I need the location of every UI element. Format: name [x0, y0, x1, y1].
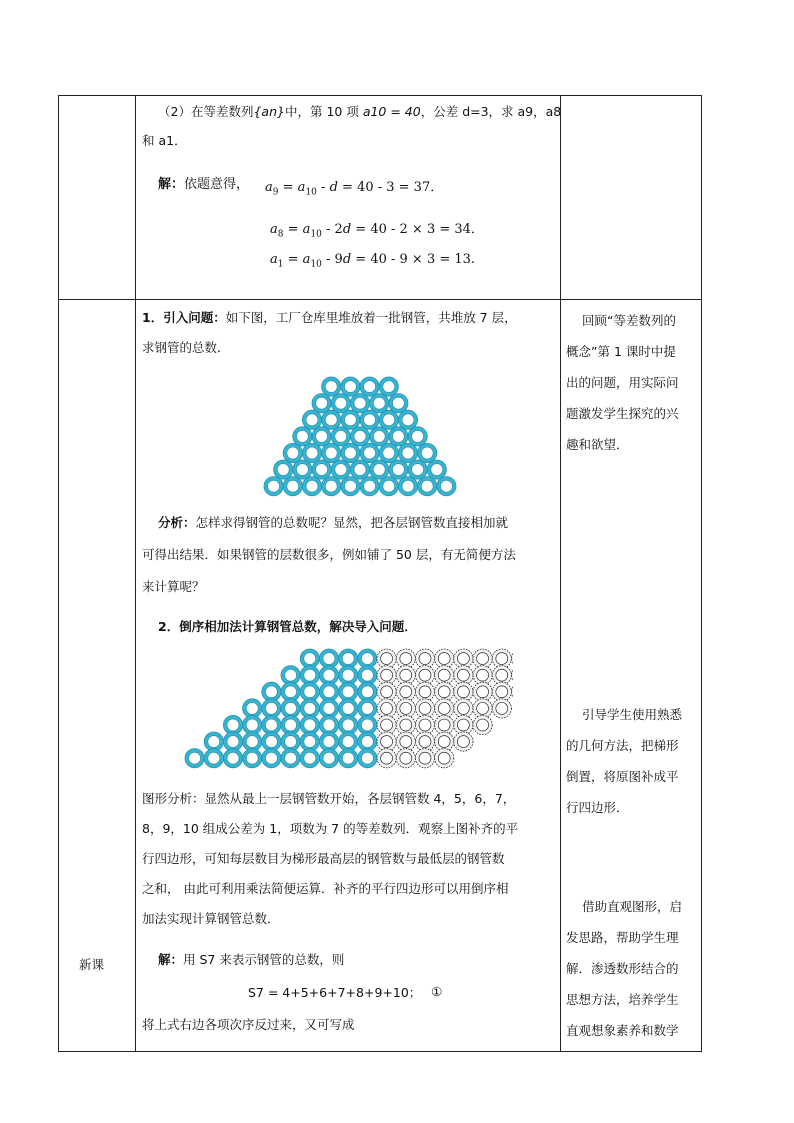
pipe	[243, 749, 262, 768]
problem-1-line-1: 1．引入问题：如下图，工厂仓库里堆放着一批钢管，共堆放 7 层，	[142, 310, 517, 325]
pipe	[312, 460, 331, 479]
teaching-note-3: 借助直观图形，启 发思路，帮助学生理 解．渗透数形结合的 思想方法，培养学生 直观想象素养和数学	[566, 899, 683, 1038]
reversed-pipe	[511, 682, 513, 701]
problem-1-line-2: 求钢管的总数．	[142, 340, 230, 355]
table-left-border	[58, 95, 59, 1052]
pipe	[331, 460, 350, 479]
solution-2-intro: 解：用 S7 来表示钢管的总数，则	[158, 952, 345, 967]
reversed-pipe	[396, 749, 415, 768]
row-label: 新课	[79, 957, 105, 972]
pipe	[350, 460, 369, 479]
equation-a1: $a_1 = a_{10} - 9d = 40 - 9 \times 3 = 13$.	[270, 252, 476, 270]
pipe	[418, 443, 437, 462]
reversed-pipe	[415, 749, 434, 768]
table-top-border	[58, 95, 702, 96]
pipe	[302, 443, 321, 462]
pipe	[293, 460, 312, 479]
equation-marker: ①	[431, 984, 443, 999]
pipe	[398, 410, 417, 429]
pipe	[293, 427, 312, 446]
pipe	[322, 377, 341, 396]
pipe	[331, 427, 350, 446]
pipe	[283, 477, 302, 496]
pipe	[418, 477, 437, 496]
row-divider	[58, 299, 702, 300]
equation-a9: $a_9 = a_{10} - d = 40 - 3 = 37$．	[265, 180, 444, 198]
pipe	[427, 460, 446, 479]
pipe	[379, 377, 398, 396]
pipe	[341, 410, 360, 429]
teaching-note-2: 引导学生使用熟悉 的几何方法，把梯形 倒置，将原图补成平 行四边形．	[566, 707, 683, 815]
lesson-table	[58, 95, 702, 1052]
analysis-line-2: 可得出结果．如果钢管的层数很多，例如铺了 50 层，有无简便方法	[142, 547, 516, 562]
table-bottom-border	[58, 1051, 702, 1052]
pipe	[339, 749, 358, 768]
reversed-pipe	[473, 715, 492, 734]
pipe	[389, 394, 408, 413]
figure-analysis-line-5: 加法实现计算钢管总数．	[142, 911, 280, 926]
pipe	[437, 477, 456, 496]
pipe	[398, 477, 417, 496]
question-line-2: 和 a1．	[142, 133, 187, 148]
table-right-border	[701, 95, 702, 1052]
trapezoid-pipe-figure	[260, 375, 460, 505]
pipe	[283, 443, 302, 462]
analysis-line-3: 来计算呢？	[142, 579, 205, 594]
pipe	[322, 410, 341, 429]
pipe	[281, 749, 300, 768]
pipe	[322, 477, 341, 496]
figure-analysis-line-4: 之和， 由此可利用乘法简便运算．补齐的平行四边形可以用倒序相	[142, 881, 509, 896]
pipe	[341, 377, 360, 396]
pipe	[262, 749, 281, 768]
pipe	[408, 460, 427, 479]
pipe	[360, 443, 379, 462]
pipe	[302, 477, 321, 496]
pipe	[302, 410, 321, 429]
equation-a8: $a_8 = a_{10} - 2d = 40 - 2 \times 3 = 34$．	[270, 222, 484, 240]
figure-analysis-line-3: 行四边形，可知每层数目为梯形最高层的钢管数与最低层的钢管数	[142, 851, 505, 866]
reversed-pipe	[377, 749, 396, 768]
pipe	[350, 427, 369, 446]
pipe	[223, 749, 242, 768]
pipe	[360, 410, 379, 429]
pipe	[341, 477, 360, 496]
pipe	[274, 460, 293, 479]
question-line-1: （2）在等差数列{an}中，第 10 项 a10 = 40，公差 d=3，求 a9，a8	[158, 104, 562, 119]
pipe	[370, 394, 389, 413]
analysis-line-1: 分析：怎样求得钢管的总数呢？显然，把各层钢管数直接相加就	[158, 515, 509, 530]
reversed-pipe	[454, 732, 473, 751]
pipe	[389, 460, 408, 479]
pipe	[379, 477, 398, 496]
reverse-sum-line: 将上式右边各项次序反过来，又可写成	[142, 1017, 355, 1032]
reversed-pipe	[435, 749, 454, 768]
pipe	[358, 749, 377, 768]
pipe	[408, 427, 427, 446]
pipe	[360, 377, 379, 396]
reversed-pipe	[511, 666, 513, 685]
pipe	[312, 394, 331, 413]
sum-equation: S7 = 4+5+6+7+8+9+10；	[248, 985, 422, 1000]
pipe	[264, 477, 283, 496]
solution-intro: 解：依题意得，	[158, 177, 250, 192]
pipe	[331, 394, 350, 413]
pipe	[300, 749, 319, 768]
reversed-pipe	[511, 649, 513, 668]
pipe	[185, 749, 204, 768]
figure-analysis-line-1: 图形分析：显然从最上一层钢管数开始，各层钢管数 4，5，6，7，	[142, 791, 516, 806]
pipe	[370, 460, 389, 479]
pipe	[319, 749, 338, 768]
pipe	[379, 443, 398, 462]
pipe	[389, 427, 408, 446]
reversed-pipe	[492, 699, 511, 718]
pipe	[379, 410, 398, 429]
pipe	[370, 427, 389, 446]
pipe	[204, 749, 223, 768]
pipe	[322, 443, 341, 462]
parallelogram-pipe-figure	[183, 647, 513, 777]
col-divider-2	[560, 95, 561, 1052]
pipe	[398, 443, 417, 462]
col-divider-1	[135, 95, 136, 1052]
problem-2-title: 2．倒序相加法计算钢管总数，解决导入问题．	[158, 619, 417, 634]
figure-analysis-line-2: 8，9，10 组成公差为 1，项数为 7 的等差数列．观察上图补齐的平	[142, 821, 519, 836]
teaching-note-1: 回顾“等差数列的 概念”第 1 课时中提 出的问题，用实际问 题激发学生探究的兴 趣和欲望．	[566, 313, 679, 452]
pipe	[341, 443, 360, 462]
pipe	[312, 427, 331, 446]
pipe	[360, 477, 379, 496]
pipe	[350, 394, 369, 413]
